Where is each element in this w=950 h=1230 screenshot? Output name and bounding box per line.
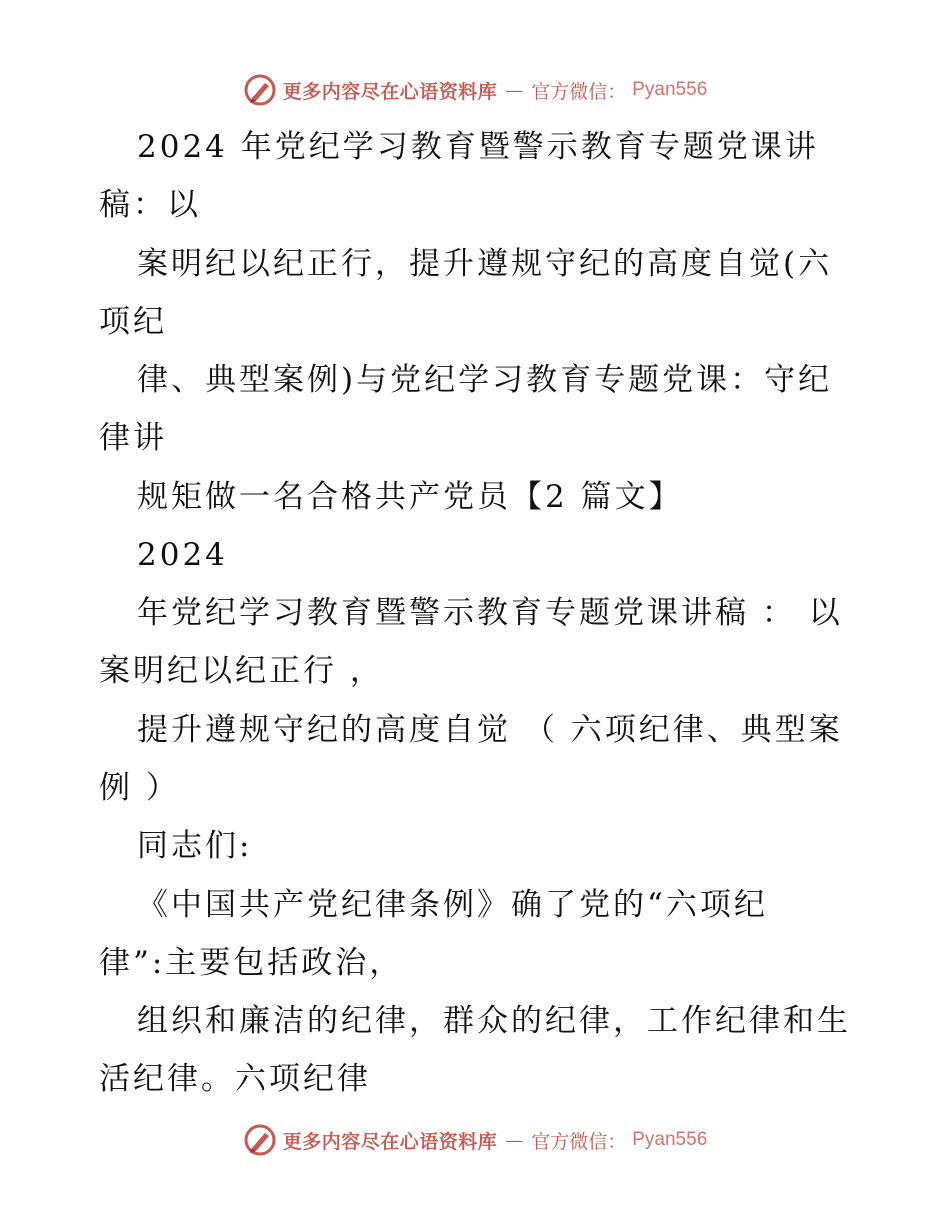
brand-name: 更多内容尽在心语资料库 (282, 80, 498, 103)
header-watermark (0, 70, 950, 110)
brand-name: 更多内容尽在心语资料库 (282, 1130, 498, 1153)
text-line: 规矩做一名合格共产党员【2 篇文】 (137, 479, 683, 515)
separator-dash: — (505, 79, 524, 101)
text-line: 案明纪以纪正行 ， (99, 653, 384, 689)
text-line: 《中国共产党纪律条例》确了党的“六项纪 (137, 887, 768, 923)
footer-watermark (0, 1120, 950, 1160)
text-line: 律讲 (99, 420, 167, 456)
separator-dash: — (505, 1129, 524, 1151)
text-line: 活纪律。六项纪律 (99, 1061, 371, 1097)
pen-logo-icon (243, 1123, 277, 1157)
wechat-label: 官方微信： (531, 80, 627, 103)
text-line: 同志们: (137, 828, 253, 864)
text-line: 年党纪学习教育暨警示教育专题党课讲稿 ： 以 (137, 595, 843, 631)
wechat-id: Pyan556 (632, 1129, 708, 1150)
wechat-label: 官方微信： (531, 1130, 627, 1153)
text-line: 律、典型案例)与党纪学习教育专题党课：守纪 (137, 362, 833, 398)
text-line: 律”:主要包括政治， (99, 945, 404, 981)
text-line: 例 ） (99, 770, 180, 806)
text-line: 2024 年党纪学习教育暨警示教育专题党课讲 (137, 129, 819, 165)
text-line: 2024 (137, 537, 228, 573)
pen-logo-icon (243, 73, 277, 107)
text-line: 组织和廉洁的纪律，群众的纪律，工作纪律和生 (137, 1003, 851, 1039)
wechat-id: Pyan556 (632, 79, 708, 100)
text-line: 稿：以 (99, 187, 201, 223)
text-line: 项纪 (99, 304, 167, 340)
text-line: 案明纪以纪正行，提升遵规守纪的高度自觉(六 (137, 246, 833, 282)
text-line: 提升遵规守纪的高度自觉 （ 六项纪律、典型案 (137, 712, 843, 748)
